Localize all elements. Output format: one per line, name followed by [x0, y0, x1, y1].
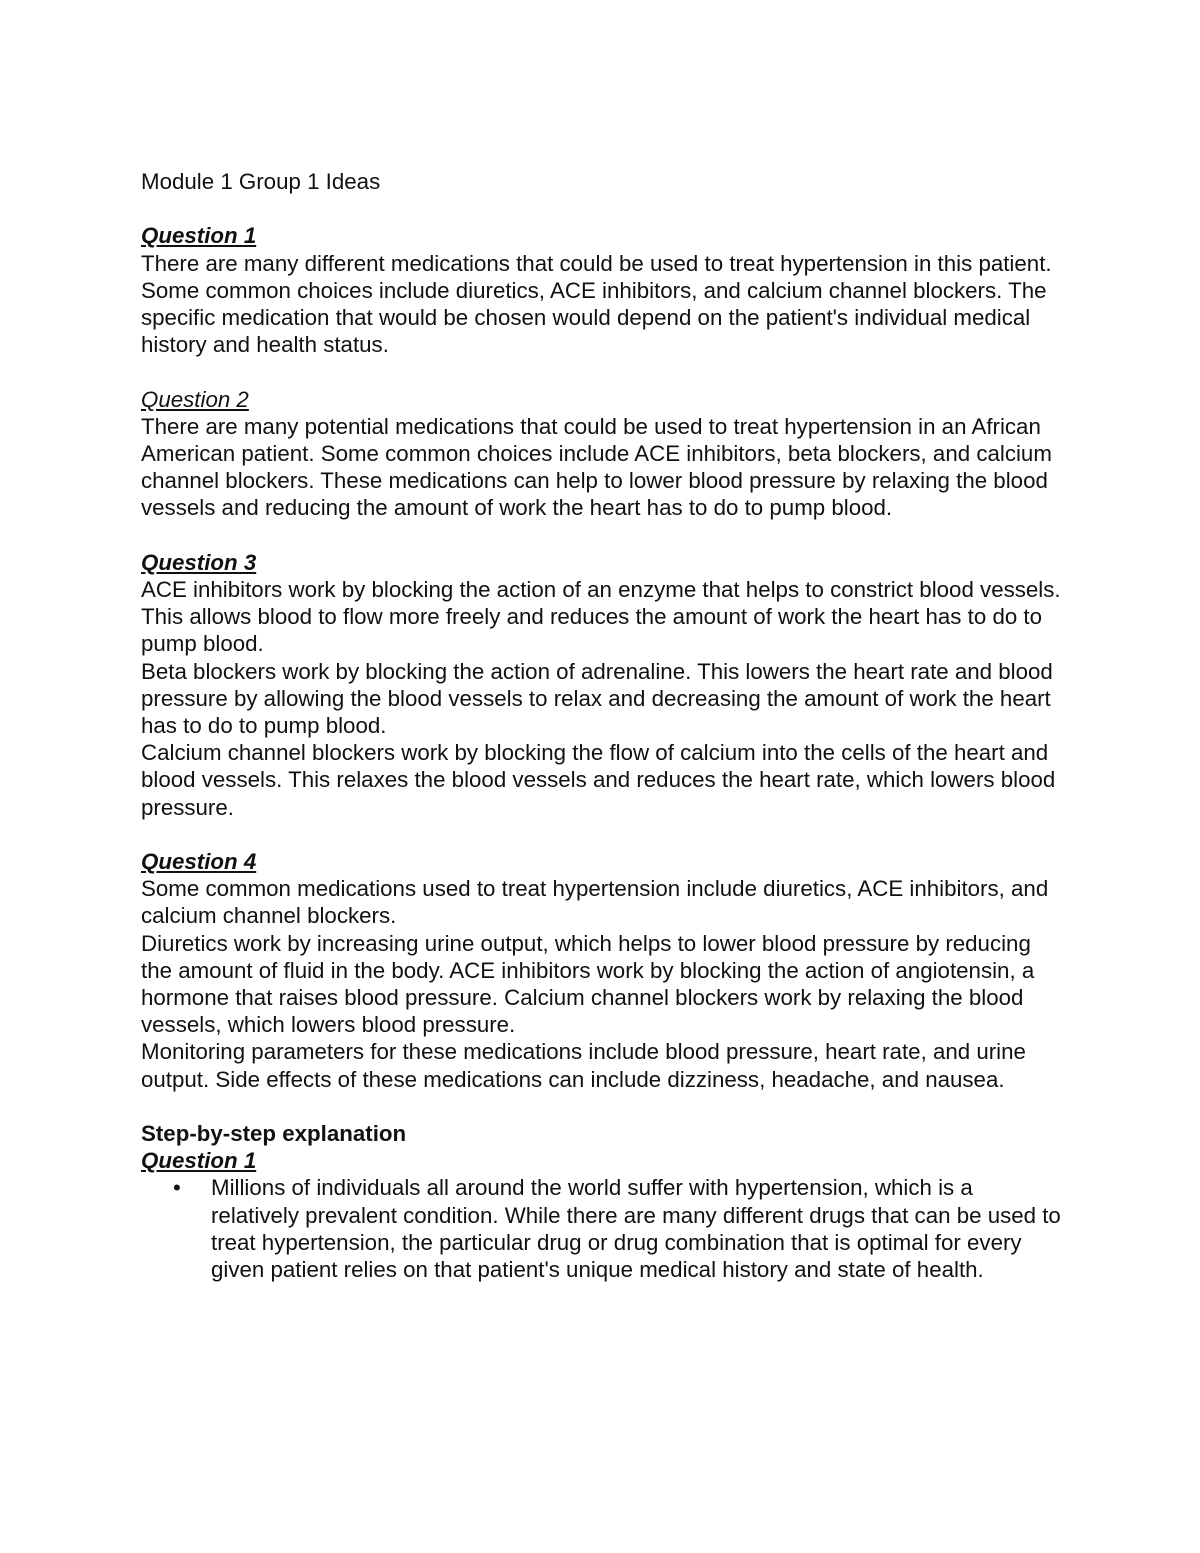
spacer — [141, 195, 1061, 222]
spacer — [141, 1093, 1061, 1120]
question-3-calcium-channel-blockers: Calcium channel blockers work by blocking the flow of calcium into the cells of the heart and blood vessels. This relaxes the blood vessels and reduces the heart rate, which lowers blood pressure. — [141, 740, 1056, 820]
step-by-step-bullet-list — [141, 1174, 1061, 1283]
question-4-monitoring: Monitoring parameters for these medications include blood pressure, heart rate, and urine output. Side effects of these medications can include dizziness, headache, and nausea. — [141, 1039, 1026, 1092]
question-1-heading: Question 1 — [141, 223, 257, 249]
question-3-ace-inhibitors: ACE inhibitors work by blocking the action of an enzyme that helps to constrict blood vessels. This allows blood to flow more freely and reduces the amount of work the heart has to do to pump blood. — [141, 577, 1061, 657]
document-page — [141, 168, 1061, 1283]
question-2-answer: There are many potential medications that could be used to treat hypertension in an African American patient. Some common choices include ACE inhibitors, beta blockers, and calcium channel blockers. These medications can help to lower blood pressure by relaxing the blood vessels and reducing the amount of work the heart has to do to pump blood. — [141, 413, 1052, 521]
spacer — [141, 522, 1061, 549]
step-by-step-question-1-heading: Question 1 — [141, 1148, 257, 1174]
question-2-heading: Question 2 — [141, 386, 249, 412]
question-3-beta-blockers: Beta blockers work by blocking the action of adrenaline. This lowers the heart rate and blood pressure by allowing the blood vessels to relax and decreasing the amount of work the heart has to do to pump blood. — [141, 658, 1053, 739]
spacer — [141, 358, 1061, 385]
question-4-common-medications: Some common medications used to treat hypertension include diuretics, ACE inhibitors, and calcium channel blockers. — [141, 876, 1049, 929]
question-3-heading: Question 3 — [141, 549, 257, 575]
step-by-step-heading: Step-by-step explanation — [141, 1121, 407, 1147]
question-1-answer: There are many different medications that could be used to treat hypertension in this patient. Some common choices include diuretics, ACE inhibitors, and calcium channel blockers. The specific medication that would be chosen would depend on the patient's individual medical history and health status. — [141, 250, 1052, 358]
list-item — [141, 1174, 1061, 1283]
list-item-text: Millions of individuals all around the world suffer with hypertension, which is a relatively prevalent condition. While there are many different drugs that can be used to treat hypertension, the particular drug or drug combination that is optimal for every given patient relies on that patient's unique medical history and state of health. — [211, 1175, 1061, 1283]
question-4-heading: Question 4 — [141, 849, 257, 875]
document-title: Module 1 Group 1 Ideas — [141, 169, 381, 194]
spacer — [141, 821, 1061, 848]
question-4-mechanisms: Diuretics work by increasing urine output, which helps to lower blood pressure by reducing the amount of fluid in the body. ACE inhibitors work by blocking the action of angiotensin, a hormone that raises blood pressure. Calcium channel blockers work by relaxing the blood vessels, which lowers blood pressure. — [141, 930, 1035, 1038]
bullet-icon: • — [173, 1175, 181, 1201]
